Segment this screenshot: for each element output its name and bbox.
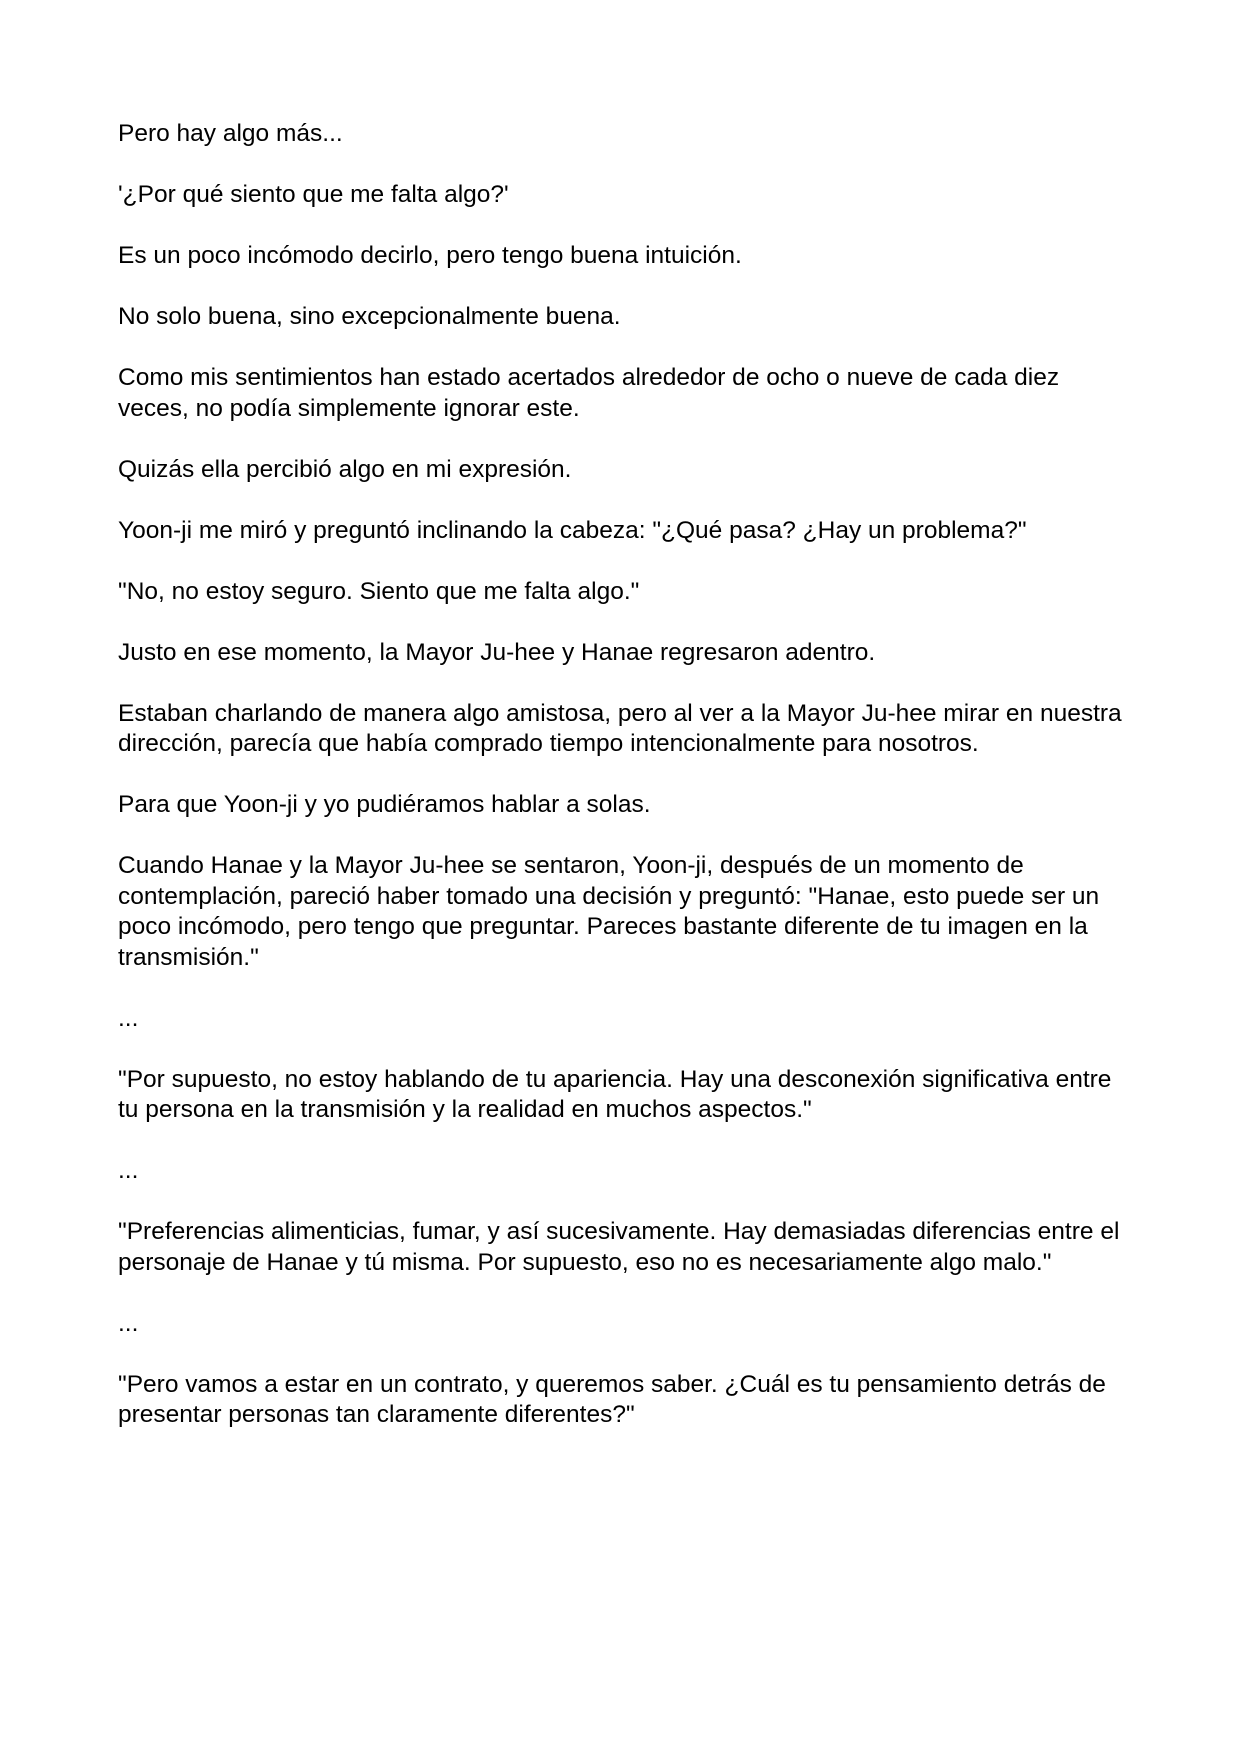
ellipsis-paragraph: ... bbox=[118, 1157, 139, 1184]
paragraph: '¿Por qué siento que me falta algo?' bbox=[118, 181, 509, 208]
paragraph: Es un poco incómodo decirlo, pero tengo buena intuición. bbox=[118, 242, 742, 269]
paragraph: "Por supuesto, no estoy hablando de tu apariencia. Hay una desconexión significativa entre tu persona en la transmisión y la realidad en muchos aspectos." bbox=[118, 1065, 1112, 1123]
paragraph: Estaban charlando de manera algo amistosa, pero al ver a la Mayor Ju-hee mirar en nuestra dirección, parecía que había comprado tiempo intencionalmente para nosotros. bbox=[118, 699, 1122, 757]
paragraph: Justo en ese momento, la Mayor Ju-hee y Hanae regresaron adentro. bbox=[118, 638, 876, 666]
paragraph: Como mis sentimientos han estado acertados alrededor de ocho o nueve de cada diez veces, no podía simplemente ignorar este. bbox=[118, 364, 1060, 422]
paragraph: "No, no estoy seguro. Siento que me falta algo." bbox=[118, 577, 640, 605]
paragraph: Cuando Hanae y la Mayor Ju-hee se sentaron, Yoon-ji, después de un momento de contemplación, pareció haber tomado una decisión y preguntó: "Hanae, esto puede ser un poco incómodo, pero tengo que preguntar. Pareces bastante diferente de tu imagen en la transmisión." bbox=[118, 852, 1100, 971]
paragraph: "Pero vamos a estar en un contrato, y queremos saber. ¿Cuál es tu pensamiento detrás de presentar personas tan claramente diferentes?" bbox=[118, 1370, 1106, 1428]
document-body bbox=[118, 119, 1128, 1461]
paragraph: Quizás ella percibió algo en mi expresión. bbox=[118, 455, 572, 483]
paragraph: "Preferencias alimenticias, fumar, y así sucesivamente. Hay demasiadas diferencias entre el personaje de Hanae y tú misma. Por supuesto, eso no es necesariamente algo malo." bbox=[118, 1218, 1120, 1276]
paragraph: No solo buena, sino excepcionalmente buena. bbox=[118, 303, 621, 330]
paragraph: Para que Yoon-ji y yo pudiéramos hablar a solas. bbox=[118, 791, 651, 818]
ellipsis-paragraph: ... bbox=[118, 1309, 139, 1337]
paragraph: Yoon-ji me miró y preguntó inclinando la cabeza: "¿Qué pasa? ¿Hay un problema?" bbox=[118, 516, 1027, 544]
ellipsis-paragraph: ... bbox=[118, 1004, 139, 1032]
paragraph: Pero hay algo más... bbox=[118, 120, 343, 147]
